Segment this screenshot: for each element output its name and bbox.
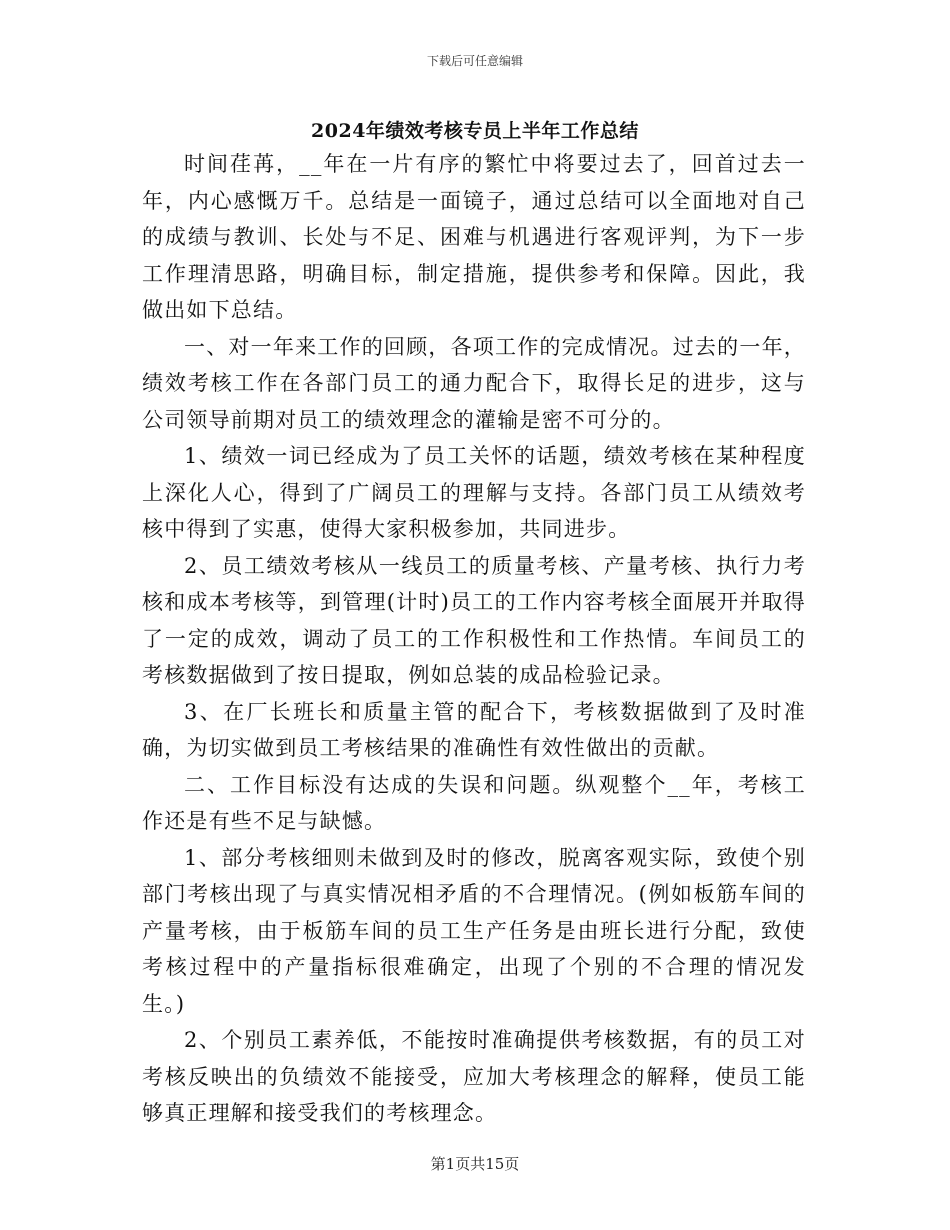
- paragraph-item-2-1: 1、部分考核细则未做到及时的修改，脱离客观实际，致使个别部门考核出现了与真实情况相矛盾的不合理情况。(例如板筋车间的产量考核，由于板筋车间的员工生产任务是由班长进行分配，致使考核过程中的产量指标很难确定，出现了个别的不合理的情况发生。): [142, 845, 806, 1016]
- paragraph-item-1-3: 3、在厂长班长和质量主管的配合下，考核数据做到了及时准确，为切实做到员工考核结果的准确性有效性做出的贡献。: [142, 699, 806, 760]
- document-title: 2024年绩效考核专员上半年工作总结: [311, 120, 639, 142]
- paragraph-intro: 时间荏苒，__年在一片有序的繁忙中将要过去了，回首过去一年，内心感慨万千。总结是一面镜子，通过总结可以全面地对自己的成绩与教训、长处与不足、困难与机遇进行客观评判，为下一步工作理清思路，明确目标，制定措施，提供参考和保障。因此，我做出如下总结。: [142, 152, 806, 322]
- page-number-footer: 第1页共15页: [430, 1155, 520, 1173]
- paragraph-item-1-1: 1、绩效一词已经成为了员工关怀的话题，绩效考核在某种程度上深化人心，得到了广阔员工的理解与支持。各部门员工从绩效考核中得到了实惠，使得大家积极参加，共同进步。: [142, 444, 806, 541]
- paragraph-item-2-2: 2、个别员工素养低，不能按时准确提供考核数据，有的员工对考核反映出的负绩效不能接受，应加大考核理念的解释，使员工能够真正理解和接受我们的考核理念。: [142, 1028, 806, 1125]
- document-body: [142, 146, 806, 1132]
- paragraph-section-2: 二、工作目标没有达成的失误和问题。纵观整个__年，考核工作还是有些不足与缺憾。: [142, 772, 806, 833]
- paragraph-section-1: 一、对一年来工作的回顾，各项工作的完成情况。过去的一年，绩效考核工作在各部门员工的通力配合下，取得长足的进步，这与公司领导前期对员工的绩效理念的灌输是密不可分的。: [142, 334, 806, 432]
- paragraph-item-1-2: 2、员工绩效考核从一线员工的质量考核、产量考核、执行力考核和成本考核等，到管理(计时)员工的工作内容考核全面展开并取得了一定的成效，调动了员工的工作积极性和工作热情。车间员工的考核数据做到了按日提取，例如总装的成品检验记录。: [142, 553, 806, 687]
- header-note: 下载后可任意编辑: [426, 54, 523, 68]
